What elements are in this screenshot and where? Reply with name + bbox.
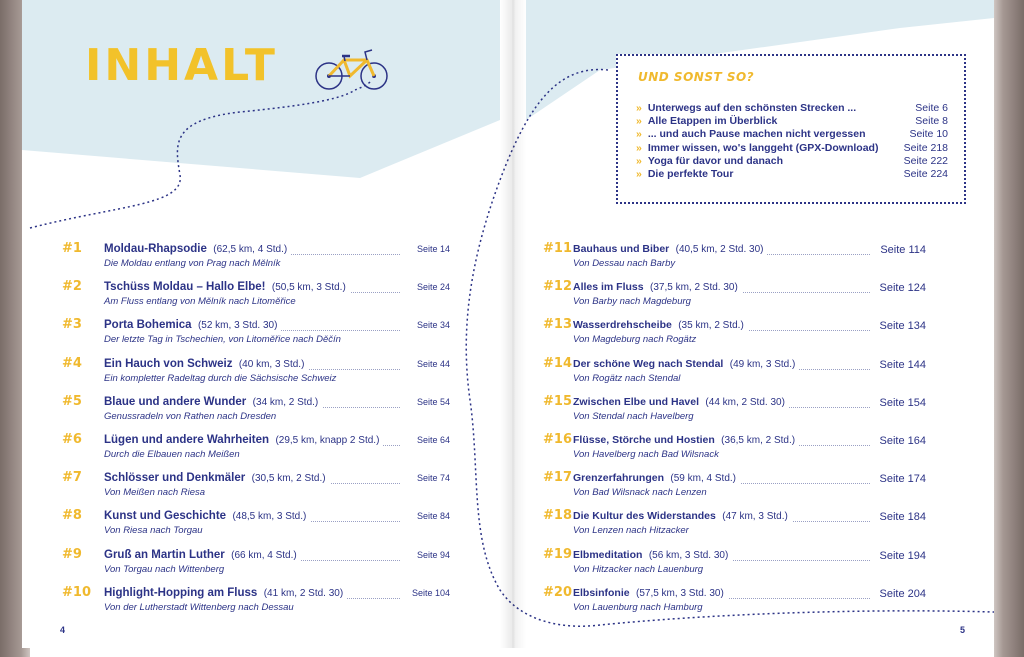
chapter-title: Tschüss Moldau – Hallo Elbe!	[104, 281, 266, 294]
chapter-number: #17	[543, 470, 572, 486]
double-chevron-icon: »	[636, 154, 642, 167]
chapter-title: Elbsinfonie	[573, 586, 630, 599]
chapter-number: #9	[62, 546, 82, 562]
chapter-page: Seite 84	[400, 511, 450, 521]
extras-item-label: Unterwegs auf den schönsten Strecken ...	[647, 102, 857, 114]
chapter-route: Von der Lutherstadt Wittenberg nach Dessau	[104, 601, 294, 613]
chapter-route: Von Stendal nach Havelberg	[573, 410, 694, 422]
chapter-title: Lügen und andere Wahrheiten	[104, 434, 270, 446]
chapter-number: #6	[62, 432, 82, 447]
chapter-distance: (62,5 km, 4 Std.)	[213, 244, 288, 255]
chapter-entry	[104, 358, 308, 370]
extras-item	[636, 142, 878, 154]
chapter-number: #5	[62, 393, 82, 409]
chapter-distance: (47 km, 3 Std.)	[722, 511, 788, 523]
chapter-title: Zwischen Elbe und Havel	[573, 395, 700, 408]
chapter-number: #2	[62, 279, 82, 295]
chapter-title: Porta Bohemica	[104, 319, 192, 332]
chapter-title: Alles im Fluss	[573, 281, 644, 294]
chapter-number: #7	[62, 470, 82, 486]
extras-item-page: Seite 6	[915, 102, 948, 114]
chapter-route: Genussradeln von Rathen nach Dresden	[104, 410, 277, 422]
chapter-number: #16	[543, 432, 572, 447]
chapter-page: Seite 44	[400, 359, 450, 369]
chapter-title: Die Kultur des Widerstandes	[573, 510, 716, 523]
chapter-entry	[104, 281, 350, 293]
extras-item	[636, 102, 856, 114]
chapter-distance: (30,5 km, 2 Std.)	[251, 473, 326, 485]
chapter-page: Seite 204	[870, 588, 926, 600]
chapter-entry	[104, 549, 301, 561]
chapter-entry	[104, 319, 281, 331]
chapter-route: Am Fluss entlang von Mělník nach Litoměřice	[104, 296, 296, 308]
chapter-page: Seite 14	[400, 244, 450, 254]
double-chevron-icon: »	[636, 102, 642, 114]
extras-item-label: Immer wissen, wo's langgeht (GPX-Download)	[647, 141, 879, 154]
chapter-number: #15	[543, 393, 572, 409]
chapter-route: Von Bad Wilsnack nach Lenzen	[573, 487, 707, 499]
chapter-distance: (40 km, 3 Std.)	[238, 358, 305, 370]
chapter-title: Ein Hauch von Schweiz	[104, 357, 233, 370]
chapter-number: #1	[62, 241, 82, 256]
bicycle-icon	[312, 46, 392, 94]
chapter-route: Von Lauenburg nach Hamburg	[573, 601, 703, 613]
chapter-title: Bauhaus und Biber	[573, 243, 670, 255]
extras-item-page: Seite 224	[903, 168, 948, 180]
chapter-distance: (57,5 km, 3 Std. 30)	[635, 587, 724, 599]
extras-box-title: UND SONST SO?	[638, 70, 755, 84]
chapter-distance: (52 km, 3 Std. 30)	[197, 320, 278, 332]
chapter-entry	[573, 549, 732, 561]
chapter-route: Von Barby nach Magdeburg	[573, 296, 691, 308]
double-chevron-icon: »	[636, 128, 642, 141]
chapter-entry	[104, 510, 310, 522]
double-chevron-icon: »	[636, 115, 642, 128]
chapter-number: #8	[62, 508, 82, 524]
extras-item-page: Seite 222	[903, 154, 948, 167]
chapter-route: Von Dessau nach Barby	[573, 258, 676, 269]
double-chevron-icon: »	[636, 168, 642, 180]
chapter-route: Von Magdeburg nach Rogätz	[573, 334, 697, 346]
chapter-title: Wasserdrehscheibe	[573, 319, 672, 332]
chapter-distance: (35 km, 2 Std.)	[678, 320, 744, 332]
chapter-number: #18	[543, 508, 572, 524]
chapter-distance: (36,5 km, 2 Std.)	[721, 435, 796, 446]
chapter-page: Seite 174	[870, 473, 926, 485]
extras-item	[636, 115, 777, 127]
chapter-route: Von Rogätz nach Stendal	[573, 372, 681, 384]
chapter-number: #13	[543, 317, 572, 333]
extras-item-label: Die perfekte Tour	[647, 168, 734, 180]
chapter-distance: (29,5 km, knapp 2 Std.)	[275, 435, 380, 446]
chapter-page: Seite 154	[870, 397, 926, 409]
chapter-number: #10	[62, 584, 91, 600]
chapter-page: Seite 94	[400, 550, 450, 560]
extras-item-label: Yoga für davor und danach	[647, 154, 783, 167]
chapter-number: #4	[62, 355, 82, 371]
chapter-page: Seite 124	[870, 282, 926, 294]
chapter-distance: (56 km, 3 Std. 30)	[648, 549, 729, 561]
chapter-entry	[573, 281, 742, 293]
page-number-right: 5	[960, 625, 966, 635]
extras-item-page: Seite 218	[903, 141, 948, 154]
chapter-title: Der schöne Weg nach Stendal	[573, 357, 724, 370]
chapter-page: Seite 184	[870, 511, 926, 523]
chapter-number: #11	[543, 241, 572, 256]
extras-item	[636, 168, 733, 180]
chapter-distance: (66 km, 4 Std.)	[231, 549, 297, 561]
chapter-number: #19	[543, 546, 572, 562]
double-chevron-icon: »	[636, 141, 642, 154]
page-title: INHALT	[85, 40, 278, 91]
chapter-entry	[104, 434, 383, 446]
chapter-entry	[573, 434, 799, 446]
chapter-distance: (50,5 km, 3 Std.)	[271, 282, 346, 294]
extras-item-label: ... und auch Pause machen nicht vergessen	[647, 128, 866, 141]
chapter-title: Moldau-Rhapsodie	[104, 243, 207, 255]
extras-item-page: Seite 8	[915, 115, 948, 128]
chapter-entry	[573, 472, 740, 484]
chapter-entry	[573, 319, 748, 331]
chapter-number: #12	[543, 279, 572, 295]
chapter-number: #14	[543, 355, 572, 371]
extras-item	[636, 155, 783, 167]
chapter-number: #3	[62, 317, 82, 333]
chapter-page: Seite 194	[870, 550, 926, 562]
chapter-page: Seite 64	[400, 435, 450, 445]
chapter-title: Kunst und Geschichte	[104, 510, 227, 523]
page-number-left: 4	[60, 625, 66, 635]
chapter-page: Seite 114	[870, 244, 926, 256]
chapter-entry	[573, 243, 767, 255]
chapter-number: #20	[543, 584, 572, 600]
chapter-title: Gruß an Martin Luther	[104, 548, 225, 561]
chapter-entry	[104, 396, 322, 408]
chapter-entry	[104, 472, 330, 484]
chapter-page: Seite 134	[870, 320, 926, 332]
chapter-page: Seite 164	[870, 435, 926, 447]
chapter-entry	[573, 396, 789, 408]
chapter-page: Seite 24	[400, 282, 450, 292]
chapter-route: Von Meißen nach Riesa	[104, 487, 206, 499]
chapter-page: Seite 104	[400, 588, 450, 598]
chapter-entry	[104, 587, 347, 599]
chapter-entry	[104, 243, 291, 255]
extras-item-page: Seite 10	[909, 128, 948, 141]
extras-item	[636, 128, 866, 140]
chapter-title: Blaue und andere Wunder	[104, 395, 247, 408]
chapter-page: Seite 144	[870, 359, 926, 371]
chapter-distance: (34 km, 2 Std.)	[252, 396, 319, 408]
chapter-distance: (59 km, 4 Std.)	[670, 473, 736, 485]
chapter-page: Seite 74	[400, 473, 450, 483]
chapter-entry	[573, 358, 799, 370]
chapter-title: Schlösser und Denkmäler	[104, 472, 246, 485]
chapter-route: Von Torgau nach Wittenberg	[104, 563, 225, 575]
chapter-route: Ein kompletter Radeltag durch die Sächsische Schweiz	[104, 372, 337, 384]
chapter-distance: (41 km, 2 Std. 30)	[263, 587, 344, 599]
chapter-distance: (48,5 km, 3 Std.)	[232, 511, 307, 523]
chapter-title: Flüsse, Störche und Hostien	[573, 434, 715, 446]
chapter-distance: (49 km, 3 Std.)	[729, 358, 796, 370]
chapter-distance: (40,5 km, 2 Std. 30)	[675, 244, 764, 255]
chapter-page: Seite 34	[400, 320, 450, 330]
chapter-route: Von Havelberg nach Bad Wilsnack	[573, 449, 719, 460]
chapter-title: Grenzerfahrungen	[573, 472, 665, 485]
chapter-route: Von Riesa nach Torgau	[104, 525, 203, 537]
chapter-distance: (44 km, 2 Std. 30)	[705, 396, 785, 408]
chapter-entry	[573, 510, 792, 522]
chapter-route: Die Moldau entlang von Prag nach Mělník	[104, 258, 281, 269]
chapter-route: Von Lenzen nach Hitzacker	[573, 525, 689, 537]
chapter-distance: (37,5 km, 2 Std. 30)	[650, 282, 738, 294]
chapter-page: Seite 54	[400, 397, 450, 407]
chapter-entry	[573, 587, 728, 599]
chapter-title: Highlight-Hopping am Fluss	[104, 586, 258, 599]
chapter-title: Elbmeditation	[573, 548, 643, 561]
chapter-route: Der letzte Tag in Tschechien, von Litoměřice nach Děčín	[104, 334, 341, 346]
extras-box	[616, 54, 966, 204]
chapter-route: Von Hitzacker nach Lauenburg	[573, 563, 704, 575]
extras-item-label: Alle Etappen im Überblick	[647, 115, 778, 128]
chapter-route: Durch die Elbauen nach Meißen	[104, 449, 240, 460]
